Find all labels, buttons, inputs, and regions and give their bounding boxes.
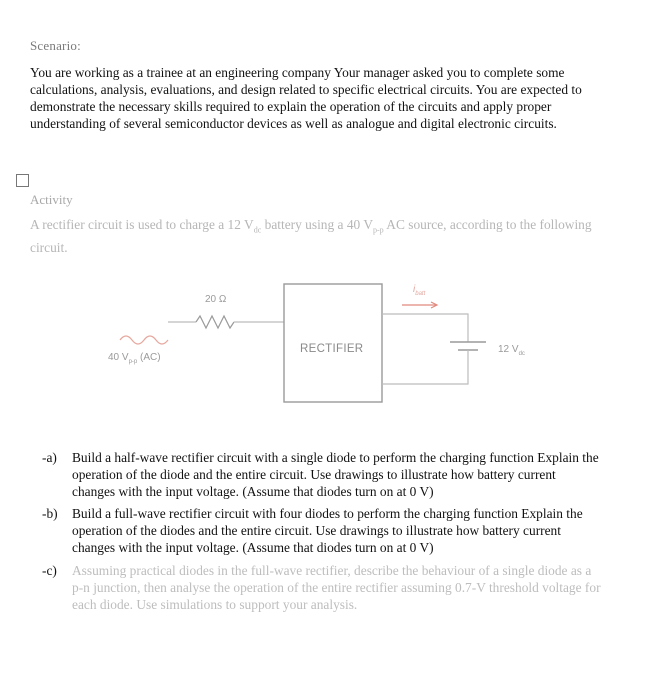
scenario-heading: Scenario: [30,38,81,53]
source-label [108,352,161,365]
source-label-main: 40 V [108,352,129,363]
activity-heading: Activity [30,192,73,207]
activity-text-part2: battery using a 40 V [261,217,373,232]
question-b-text: Build a full-wave rectifier circuit with four diodes to perform the charging function Explain the operation of the diodes and the entire circuit. Use drawings to illustrate how battery current changes with the input voltage. (Assume that diodes turn on at 0 V) [72,506,583,555]
question-b-label: -b) [42,506,58,521]
activity-text-part3: AC source, according to the following circuit. [30,217,592,255]
activity-checkbox[interactable] [16,174,29,187]
resistor-label: 20 Ω [205,294,227,305]
rectifier-circuit-diagram [0,268,652,408]
source-label-suffix: (AC) [137,352,161,363]
activity-text-sub2: p-p [373,225,384,235]
question-c-text: Assuming practical diodes in the full-wave rectifier, describe the behaviour of a single diode as a p-n junction, then analyse the operation of the entire rectifier assuming 0.7-V threshold voltage for each diode. Use simulations to support your analysis. [72,563,601,612]
activity-text-part1: A rectifier circuit is used to charge a 12 V [30,217,254,232]
question-c-label: -c) [42,563,57,578]
question-a-text: Build a half-wave rectifier circuit with a single diode to perform the charging function Explain the operation of the diode and the entire circuit. Use drawings to illustrate how battery current changes with the input voltage. (Assume that diodes turn on at 0 V) [72,450,599,499]
wire-output-top [382,314,468,342]
scenario-text: You are working as a trainee at an engineering company Your manager asked you to complete some calculations, analysis, evaluations, and design related to specific electrical circuits. You are expected to demonstrate the necessary skills required to explain the operation of the circuits and apply proper understanding of several semiconductor devices as well as analogue and digital electronic circuits. [30,65,582,131]
activity-text-sub1: dc [253,225,262,235]
activity-text [30,216,600,256]
current-label [413,284,425,297]
question-a-label: -a) [42,450,57,465]
source-label-sub: p-p [128,359,138,365]
current-label-main: i [413,284,416,295]
battery-label-sub: dc [518,351,525,357]
battery-label-main: 12 V [498,344,519,355]
wire-output-bottom [382,350,468,384]
resistor-symbol [196,316,234,328]
battery-label [498,344,525,357]
current-label-sub: batt [415,291,426,297]
ac-source-symbol [120,336,168,344]
rectifier-label: RECTIFIER [300,343,364,355]
